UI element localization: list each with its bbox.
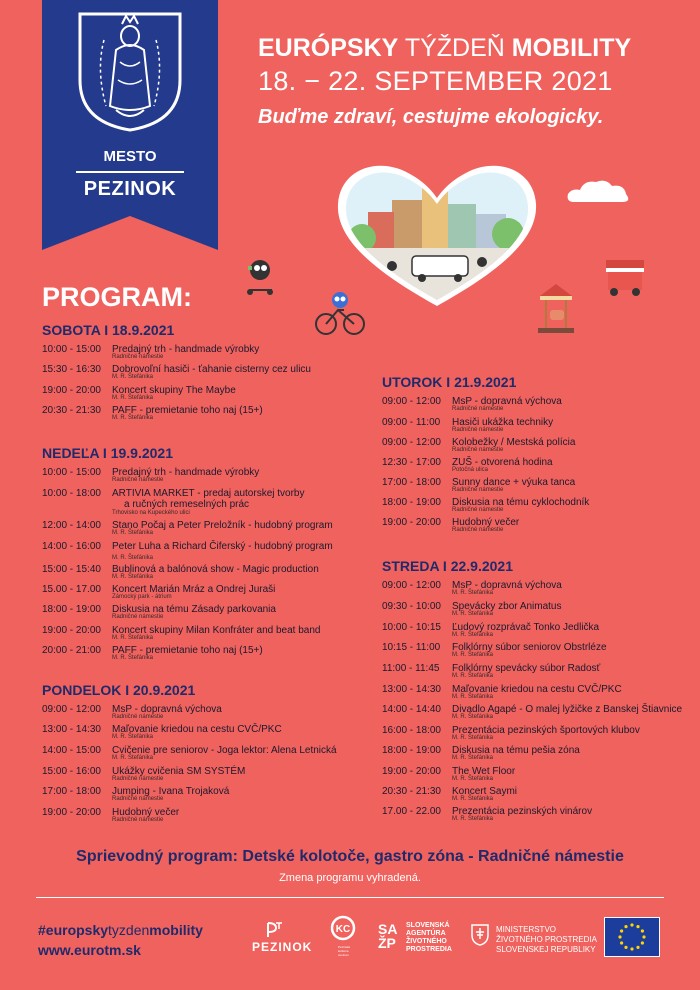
slovak-coat-of-arms-icon [470,923,490,947]
svg-text:KC: KC [335,924,351,935]
day-heading-pondelok: PONDELOK I 20.9.2021 [42,682,196,698]
hashtag[interactable]: #europskytyzdenmobility [38,922,203,938]
madonna-shield-icon [76,10,184,134]
event-title: EURÓPSKY TÝŽDEŇ MOBILITY [258,34,632,62]
accompanying-program: Sprievodný program: Detské kolotoče, gastro zóna - Radničné námestie [76,848,624,865]
website-link[interactable]: www.eurotm.sk [38,942,141,958]
ministry-logo-text: MINISTERSTVO ŽIVOTNÉHO PROSTREDIA SLOVENSKEJ REPUBLIKY [496,925,597,954]
city-label-mesto: MESTO [103,148,157,165]
sazp-logo-text: SLOVENSKÁ AGENTÚRA ŽIVOTNÉHO PROSTREDIA [406,922,452,953]
city-label-pezinok: PEZINOK [83,178,177,200]
day-heading-nedela: NEDEĽA I 19.9.2021 [42,445,173,461]
crest-banner-tail [42,216,218,250]
day-heading-sobota: SOBOTA I 18.9.2021 [42,322,175,338]
kc-logo-text: Pezinské kultúrne centrum [338,945,351,957]
city-crest-banner [42,0,218,216]
cloud-icon [566,178,632,204]
heart-town-illustration [332,160,542,310]
divider [36,897,664,898]
kc-logo-icon [330,914,356,942]
change-notice: Zmena programu vyhradená. [279,872,421,884]
pezinok-logo-icon [262,921,288,939]
eu-flag-icon [604,917,660,957]
sazp-mark: SA ŽP [378,921,398,951]
divider [76,171,184,173]
pezinok-logo-text: PEZINOK [252,940,313,954]
carousel-icon [536,282,576,334]
day-heading-streda: STREDA I 22.9.2021 [382,558,513,574]
event-dates: 18. − 22. SEPTEMBER 2021 [258,66,613,96]
bicycle-mascot-icon [314,290,366,336]
program-heading: PROGRAM: [42,282,192,312]
scooter-mascot-icon [244,256,276,296]
event-slogan: Buďme zdraví, cestujme ekologicky. [258,106,604,128]
food-stand-icon [604,258,646,298]
day-heading-utorok: UTOROK I 21.9.2021 [382,374,517,390]
